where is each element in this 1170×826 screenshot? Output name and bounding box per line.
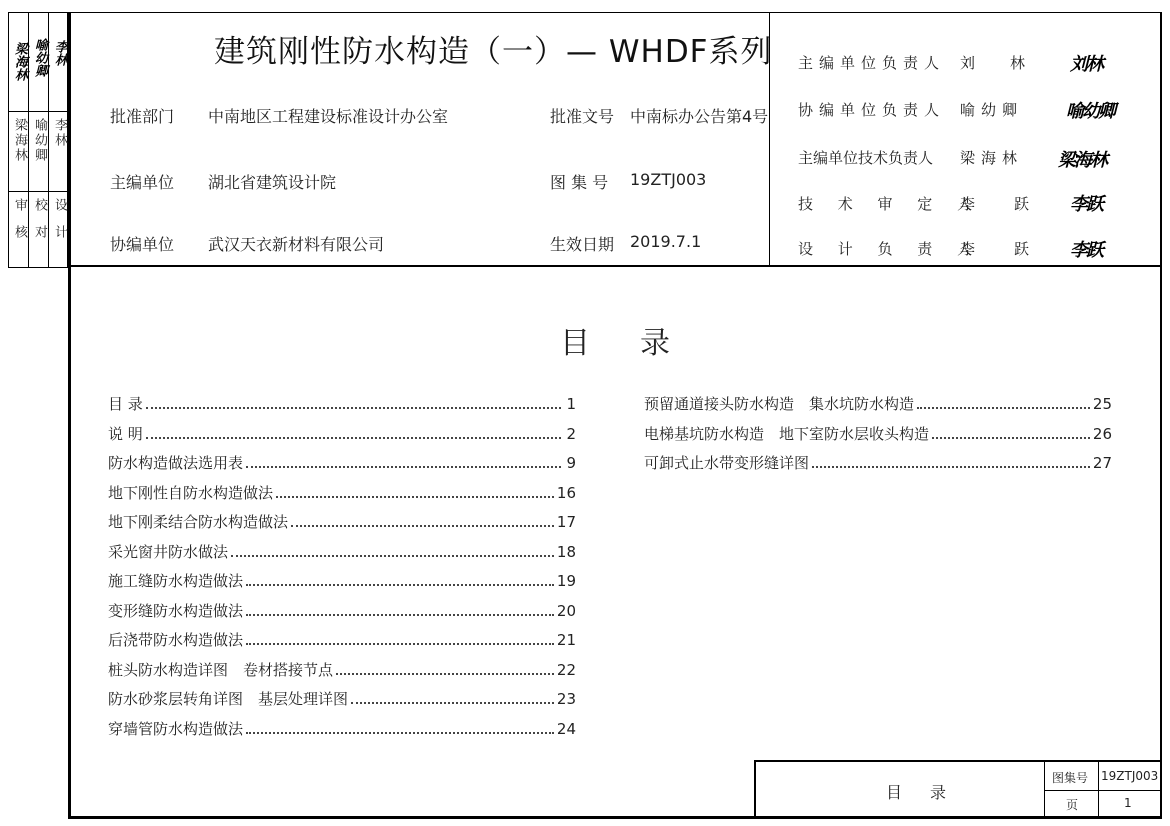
toc-entry[interactable] [108,659,576,680]
row2-label2: 图 集 号 [550,173,609,192]
row1-label: 批准部门 [110,107,175,126]
toc-entry-page: 22 [556,660,576,679]
person-role-2: 协编单位负责人 [798,101,946,119]
toc-entry-page: 17 [556,513,576,531]
atlas-label: 图集号 [1052,771,1089,785]
row2-value2: 19ZTJ003 [630,170,707,189]
row2-label: 主编单位 [110,173,175,192]
toc-entry-page: 25 [1092,395,1112,413]
person-role-3: 主编单位技术负责人 [798,149,934,167]
toc-entry[interactable] [108,423,576,444]
toc-entry-title: 采光窗井防水做法 [108,542,229,561]
row3-value: 武汉天衣新材料有限公司 [208,235,385,254]
toc-entry-title: 桩头防水构造详图 卷材搭接节点 [108,660,334,679]
toc-leader-dots [351,702,554,704]
toc-leader-dots [812,466,1090,468]
row3-label: 协编单位 [110,235,175,254]
toc-leader-dots [246,584,554,586]
person-name-2: 喻幼卿 [960,101,1024,119]
title-block-name: 目 录 [886,783,953,802]
toc-entry-title: 施工缝防水构造做法 [108,572,244,590]
toc-entry-title: 地下刚柔结合防水构造做法 [108,513,289,531]
row1-value2: 中南标办公告第4号 [630,107,769,126]
toc-leader-dots [246,466,561,468]
toc-entry[interactable] [108,511,576,532]
toc-entry-title: 电梯基坑防水构造 地下室防水层收头构造 [644,424,930,443]
toc-leader-dots [246,643,554,645]
row3-label2: 生效日期 [550,235,615,254]
person-name-4: 李 跃 [960,195,1042,213]
signature-2: 喻幼卿 [1066,101,1114,122]
side-label-2: 校对 [32,198,47,252]
toc-entry[interactable] [108,570,576,591]
toc-entry-page: 16 [556,483,576,502]
toc-entry[interactable] [108,393,576,414]
row2-value: 湖北省建筑设计院 [208,173,337,192]
signature-3: 梁海林 [1058,150,1106,171]
page-title: 建筑刚性防水构造（一）— WHDF系列 [214,34,773,70]
toc-entry-page: 27 [1092,454,1112,472]
side-label-1: 审核 [12,198,27,252]
toc-entry-title: 说 明 [108,424,143,443]
toc-entry-title: 预留通道接头防水构造 集水坑防水构造 [644,395,915,413]
toc-entry-page: 9 [566,454,576,472]
atlas-value: 19ZTJ003 [1101,769,1159,783]
row1-label2: 批准文号 [550,107,615,126]
toc-entry-page: 23 [556,690,576,708]
toc-leader-dots [246,614,554,616]
toc-entry[interactable] [108,718,576,739]
row3-value2: 2019.7.1 [630,232,702,251]
toc-entry[interactable] [644,393,1112,414]
toc-leader-dots [146,437,561,439]
toc-entry-page: 24 [556,719,576,738]
toc-leader-dots [291,525,554,527]
toc-entry-title: 变形缝防水构造做法 [108,601,244,620]
toc-leader-dots [336,673,554,675]
toc-entry-page: 18 [556,542,576,561]
person-name-3: 梁海林 [960,149,1024,167]
page-label: 页 [1066,798,1079,812]
person-role-5: 设 计 负 责 人 [798,240,983,258]
toc-entry[interactable] [108,600,576,621]
toc-entry-page: 2 [566,424,576,443]
toc-entry[interactable] [644,423,1112,444]
toc-entry-page: 21 [556,631,576,649]
toc-entry-page: 19 [556,572,576,590]
side-name-3: 李林 [52,118,67,148]
signature-5: 李跃 [1070,240,1102,261]
toc-entry-page: 26 [1092,424,1112,443]
side-label-3: 设计 [52,198,67,252]
toc-leader-dots [932,437,1090,439]
toc-entry-title: 穿墙管防水构造做法 [108,719,244,738]
signature-1: 刘林 [1070,54,1102,75]
side-name-2: 喻幼卿 [32,118,47,163]
frame-right [1160,12,1162,818]
row1-value: 中南地区工程建设标准设计办公室 [208,107,449,126]
toc-entry[interactable] [108,452,576,473]
toc-heading: 目 录 [560,326,680,361]
toc-entry-title: 可卸式止水带变形缝详图 [644,454,810,472]
toc-entry[interactable] [108,688,576,709]
toc-entry-page: 1 [566,395,576,413]
toc-entry-title: 后浇带防水构造做法 [108,631,244,649]
frame-top [68,12,1162,13]
toc-leader-dots [917,407,1090,409]
person-role-1: 主编单位负责人 [798,54,946,72]
toc-entry-title: 防水构造做法选用表 [108,454,244,472]
toc-leader-dots [146,407,561,409]
toc-entry[interactable] [108,629,576,650]
toc-entry[interactable] [644,452,1112,473]
side-name-1: 梁海林 [12,118,27,163]
side-signature-2: 喻幼卿 [32,38,47,77]
toc-leader-dots [231,555,554,557]
toc-entry-title: 防水砂浆层转角详图 基层处理详图 [108,690,349,708]
header-bottom-rule [68,265,1162,267]
toc-entry[interactable] [108,482,576,503]
toc-entry-title: 目 录 [108,395,143,413]
toc-entry[interactable] [108,541,576,562]
toc-leader-dots [246,732,554,734]
page-value: 1 [1124,796,1132,810]
side-signature-3: 李林 [52,40,67,66]
person-name-5: 李 跃 [960,240,1042,258]
person-name-1: 刘 林 [960,54,1036,72]
person-role-4: 技 术 审 定 人 [798,195,983,213]
toc-entry-page: 20 [556,601,576,620]
signature-4: 李跃 [1070,194,1102,215]
toc-entry-title: 地下刚性自防水构造做法 [108,483,274,502]
toc-leader-dots [276,496,554,498]
side-signature-1: 梁海林 [12,42,27,81]
